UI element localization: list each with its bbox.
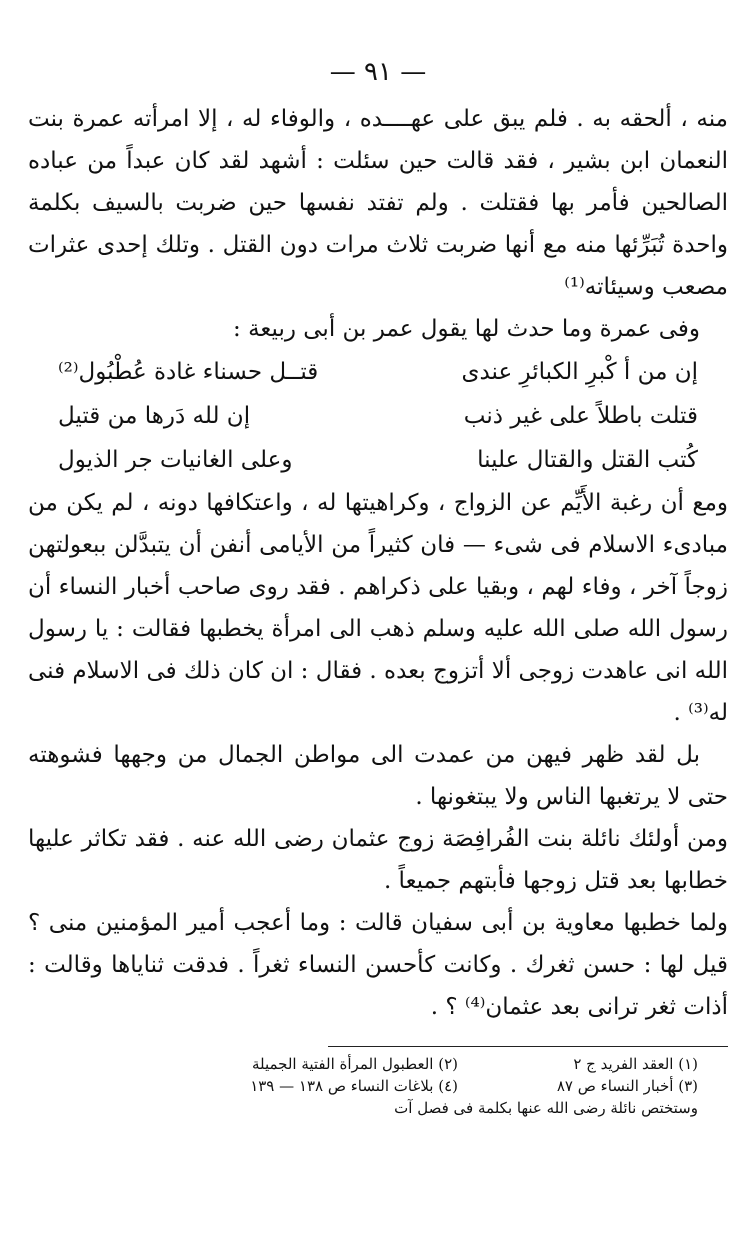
poem-verse-3 [28, 438, 728, 482]
paragraph-2: وفى عمرة وما حدث لها يقول عمر بن أبى ربيعة : [233, 316, 700, 342]
verse-2-first-hemistich: قتلت باطلاً على غير ذنب [463, 403, 698, 429]
footnote-2: (٢) العطبول المرأة الفتية الجميلة [251, 1055, 458, 1073]
footnotes [28, 1053, 728, 1119]
footnote-3: (٣) أخبار النساء ص ٨٧ [556, 1077, 698, 1095]
verse-2-second-hemistich: إن لله دَرها من قتيل [58, 403, 251, 429]
verse-1-first-hemistich: إن من أ كْبرِ الكبائرِ عندى [461, 359, 698, 385]
poem-verse-1 [28, 350, 728, 394]
verse-1-second-hemistich: قتــل حسناء غادة عُطْبُول⁽²⁾ [58, 359, 319, 385]
footnote-1: (١) العقد الفريد ج ٢ [573, 1055, 698, 1073]
page-number: — ٩١ — [329, 57, 427, 87]
footnote-divider [328, 1046, 728, 1047]
paragraph-5: ومن أولئك نائلة بنت الفُرافِصَة زوج عثمان رضى الله عنه . فقد تكاثر عليها خطابها بعد قتل زوجها فأبتهم جميعاً . [28, 826, 728, 894]
paragraph-4: بل لقد ظهر فيهن من عمدت الى مواطن الجمال من وجهها فشوهته حتى لا يرتغبها الناس ولا يبتغونها . [28, 742, 728, 810]
footnote-row-1 [28, 1053, 698, 1075]
footnote-row-2 [28, 1075, 698, 1097]
footnote-note: وستختص نائلة رضى الله عنها بكلمة فى فصل آت [394, 1099, 698, 1117]
poem [28, 350, 728, 482]
footnote-4: (٤) بلاغات النساء ص ١٣٨ — ١٣٩ [250, 1077, 458, 1095]
paragraph-3: ومع أن رغبة الأَيِّم عن الزواج ، وكراهيتها له ، واعتكافها دونه ، لم يكن من مبادىء الاسلام فى شىء — فان كثيراً من الأيامى أنفن أن يتبدَّلن ببعولتهن زوجاً آخر ، وفاء لهم ، وبقيا على ذكراهم . فقد روى صاحب أخبار النساء أن رسول الله صلى الله عليه وسلم ذهب الى امرأة يخطبها فقالت : يا رسول الله انى عاهدت زوجى ألا أتزوج بعده . فقال : ان كان ذلك فى الاسلام فنى له⁽³⁾ . [28, 490, 728, 726]
paragraph-1: منه ، ألحقه به . فلم يبق على عهــــده ، والوفاء له ، إلا امرأته عمرة بنت النعمان ابن بشير ، فقد قالت حين سئلت : أشهد لقد كان عبداً من عباده الصالحين فأمر بها فقتلت . ولم تفتد نفسها حين ضربت بالسيف بكلمة واحدة تُبَرِّئها منه مع أنها ضربت ثلاث مرات دون القتل . وتلك إحدى عثرات مصعب وسيئاته⁽¹⁾ [28, 106, 728, 300]
book-page [28, 52, 728, 1212]
verse-3-first-hemistich: كُتب القتل والقتال علينا [477, 447, 698, 473]
poem-verse-2 [28, 394, 728, 438]
verse-3-second-hemistich: وعلى الغانيات جر الذيول [58, 447, 293, 473]
paragraph-6: ولما خطبها معاوية بن أبى سفيان قالت : وما أعجب أمير المؤمنين منى ؟ قيل لها : حسن ثغرك . وكانت كأحسن النساء ثغراً . فدقت ثناياها وقالت : أذات ثغر ترانى بعد عثمان⁽⁴⁾ ؟ . [28, 910, 728, 1020]
